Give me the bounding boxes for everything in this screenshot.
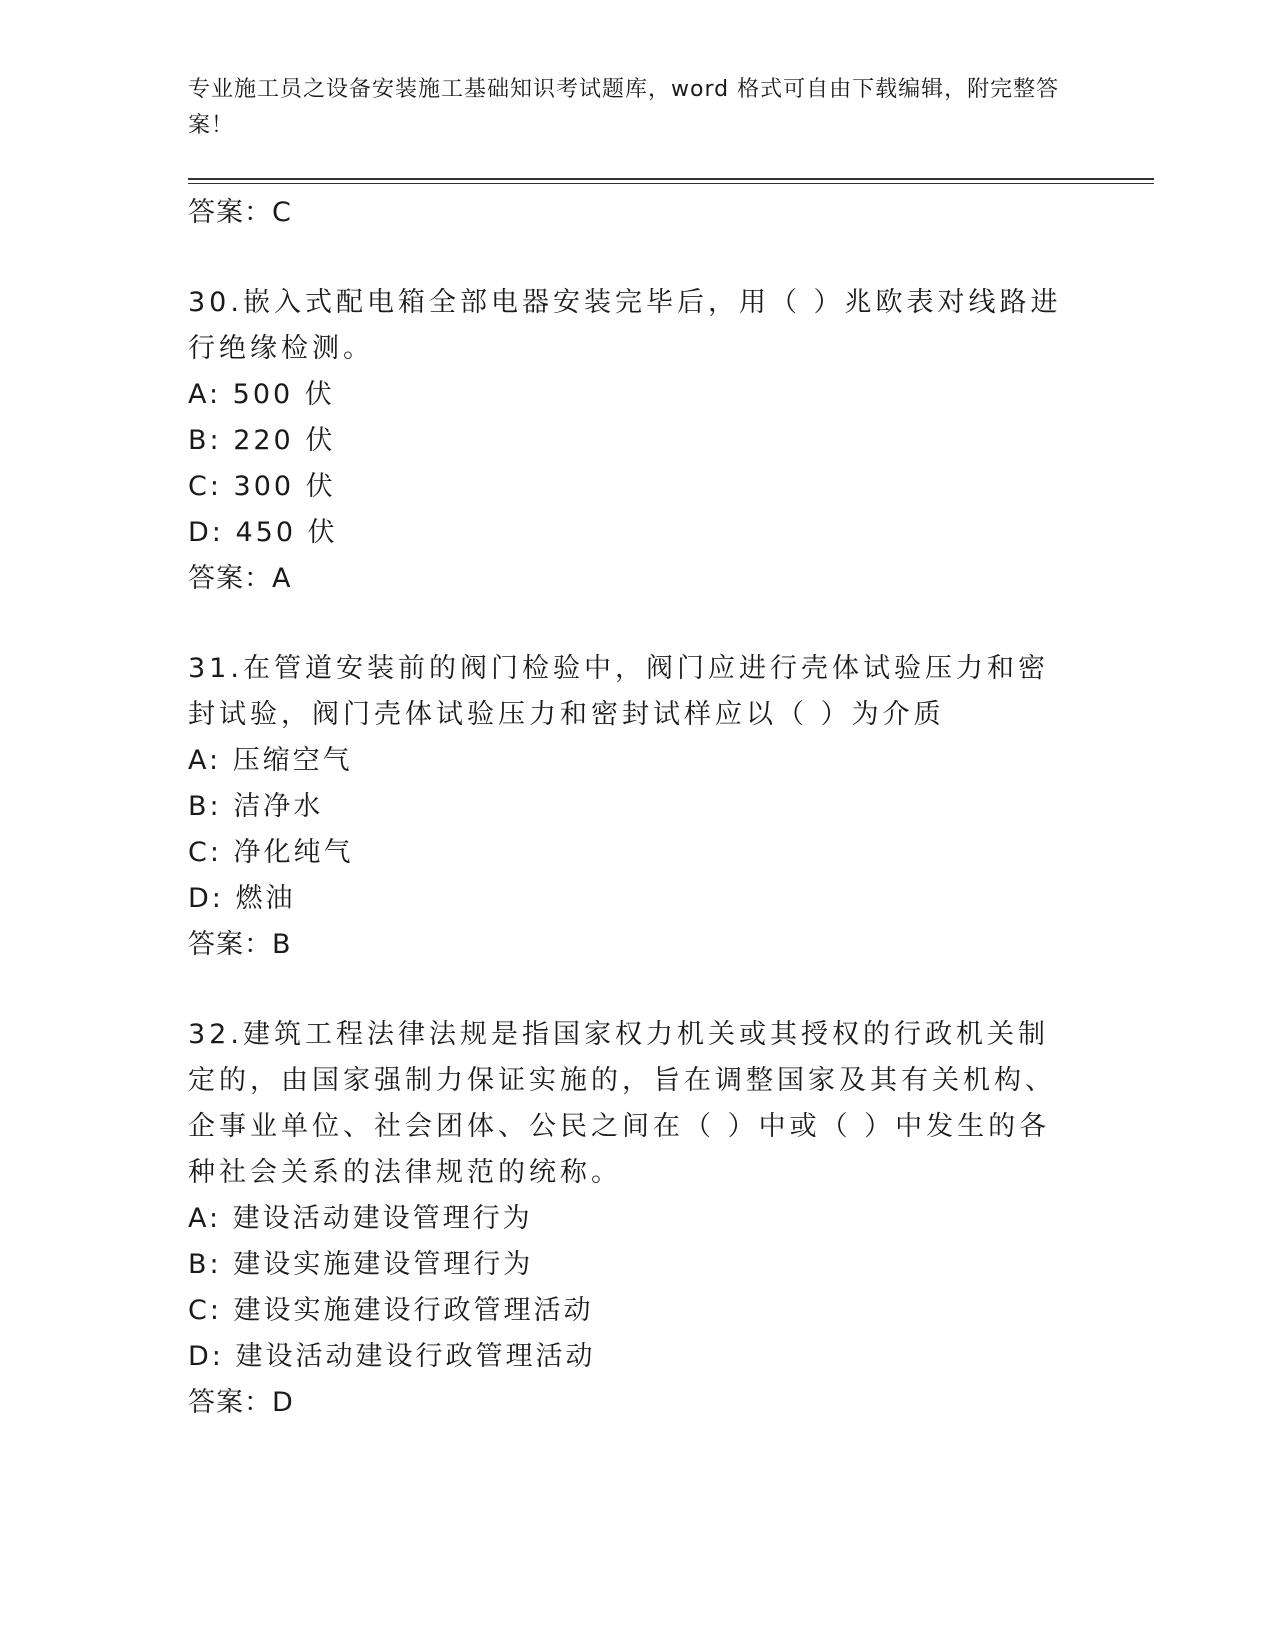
option-c: C: 300 伏 (188, 471, 336, 502)
question-answer: 答案：A (188, 563, 292, 594)
question-stem: 31.在管道安装前的阀门检验中，阀门应进行壳体试验压力和密封试验，阀门壳体试验压力和密封试样应以（ ）为介质 (188, 653, 1049, 730)
option-a: A: 500 伏 (188, 379, 335, 410)
option-b: B: 洁净水 (188, 791, 324, 822)
question-stem: 30.嵌入式配电箱全部电器安装完毕后，用（ ）兆欧表对线路进行绝缘检测。 (188, 287, 1062, 364)
header-divider-thick (188, 178, 1154, 180)
question-30 (188, 280, 1088, 602)
question-31 (188, 646, 1088, 968)
option-b: B: 建设实施建设管理行为 (188, 1249, 534, 1280)
question-answer: 答案：D (188, 1387, 294, 1418)
question-32 (188, 1012, 1088, 1426)
option-b: B: 220 伏 (188, 425, 336, 456)
previous-answer: 答案：C (188, 197, 292, 228)
question-stem: 32.建筑工程法律法规是指国家权力机关或其授权的行政机关制定的，由国家强制力保证实施的，旨在调整国家及其有关机构、企事业单位、社会团体、公民之间在（ ）中或（ ）中发生的各种社会关系的法律规范的统称。 (188, 1019, 1056, 1188)
option-d: D: 450 伏 (188, 517, 338, 548)
option-c: C: 净化纯气 (188, 837, 354, 868)
option-c: C: 建设实施建设行政管理活动 (188, 1295, 594, 1326)
option-d: D: 建设活动建设行政管理活动 (188, 1341, 596, 1372)
page-header-text: 专业施工员之设备安装施工基础知识考试题库，word 格式可自由下载编辑，附完整答案！ (188, 77, 1060, 138)
option-a: A: 压缩空气 (188, 745, 353, 776)
question-answer: 答案：B (188, 929, 292, 960)
question-list (188, 190, 1088, 1426)
option-d: D: 燃油 (188, 883, 296, 914)
header-divider-thin (188, 183, 1154, 184)
option-a: A: 建设活动建设管理行为 (188, 1203, 533, 1234)
